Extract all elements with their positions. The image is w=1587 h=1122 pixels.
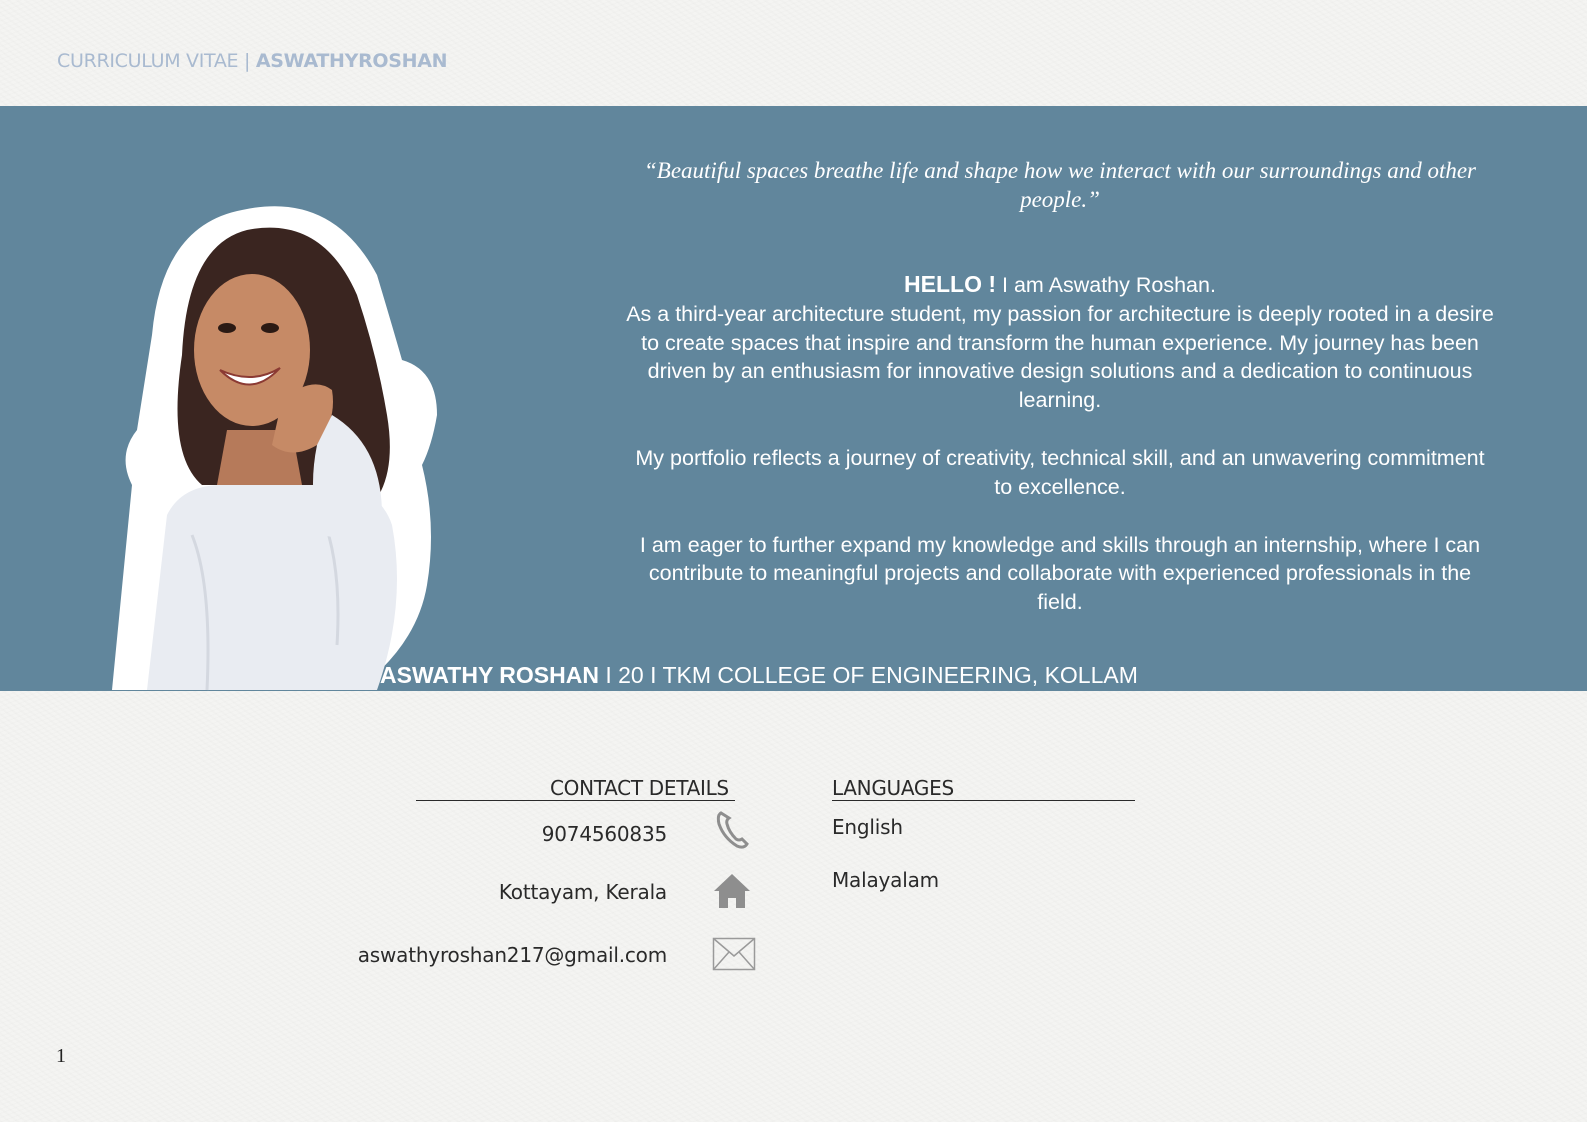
language-item: Malayalam xyxy=(832,868,939,892)
hello-heading: HELLO ! xyxy=(904,271,997,297)
page-number: 1 xyxy=(56,1045,66,1067)
quote-text: “Beautiful spaces breathe life and shape how we interact with our surroundings and other people.” xyxy=(643,158,1476,212)
intro-section xyxy=(625,270,1495,646)
cv-header xyxy=(57,50,447,72)
intro-paragraph-1 xyxy=(625,270,1495,415)
contact-divider xyxy=(416,800,735,801)
intro-text-1: As a third-year architecture student, my passion for architecture is deeply rooted in a desire to create spaces that inspire and transform the human experience. My journey has been driven by an enthusiasm for innovative design solutions and a dedication to continuous learning. xyxy=(626,301,1494,413)
name-label: ASWATHY ROSHAN xyxy=(380,662,599,688)
intro-paragraph-3: I am eager to further expand my knowledge and skills through an internship, where I can contribute to meaningful projects and collaborate with experienced professionals in the field. xyxy=(639,532,1481,615)
home-icon xyxy=(712,872,752,910)
languages-title: LANGUAGES xyxy=(832,776,954,800)
phone-icon xyxy=(715,810,751,850)
contact-title: CONTACT DETAILS xyxy=(550,776,729,800)
profile-photo xyxy=(92,185,452,695)
language-item: English xyxy=(832,815,903,839)
intro-paragraph-2: My portfolio reflects a journey of creativity, technical skill, and an unwavering commitment to excellence. xyxy=(635,445,1485,499)
name-line xyxy=(380,662,1138,689)
languages-divider xyxy=(832,800,1135,801)
header-name: ASWATHYROSHAN xyxy=(255,50,448,72)
mail-icon xyxy=(712,937,756,971)
email-address[interactable]: aswathyroshan217@gmail.com xyxy=(357,943,667,967)
greeting-text: I am Aswathy Roshan. xyxy=(996,273,1216,297)
address-text: Kottayam, Kerala xyxy=(498,880,667,904)
details-label: I 20 I TKM COLLEGE OF ENGINEERING, KOLLAM xyxy=(598,662,1138,688)
header-prefix: CURRICULUM VITAE | xyxy=(57,50,251,72)
phone-number[interactable]: 9074560835 xyxy=(541,822,667,846)
